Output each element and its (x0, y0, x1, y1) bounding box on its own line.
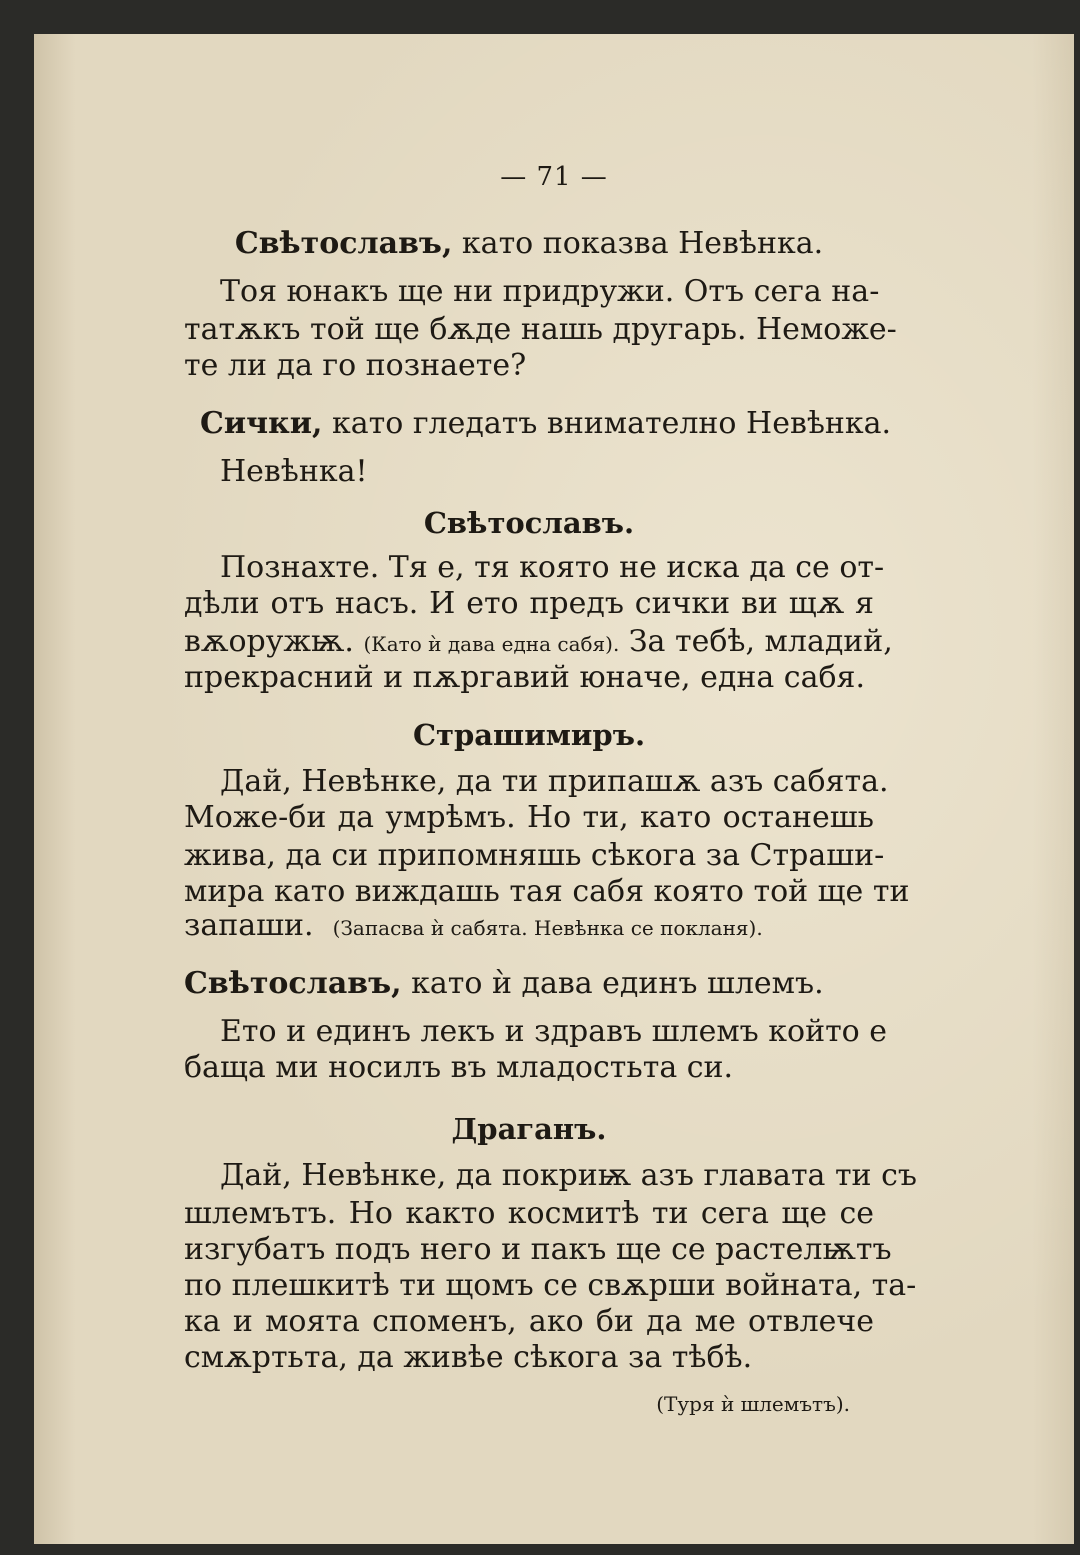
stage-direction-end: (Туря ѝ шлемътъ). (656, 1392, 850, 1416)
text-line: Тоя юнакъ ще ни придружи. Отъ сега на- (220, 274, 880, 309)
text-line: изгубатъ подъ него и пакъ ще се растелѭтъ (184, 1232, 892, 1267)
stage-direction: като ѝ дава единъ шлемъ. (401, 966, 824, 1001)
speaker-line-1 (184, 226, 874, 262)
text-line: прекрасний и пѫргавий юначе, една сабя. (184, 660, 865, 695)
text-fragment: За тебѣ, младий, (628, 624, 893, 659)
speaker-heading: Страшимиръ. (412, 718, 646, 752)
text-line: Невѣнка! (220, 454, 368, 489)
text-fragment: вѫоружѭ. (184, 624, 354, 659)
text-line: Може-би да умрѣмъ. Но ти, като останешь (184, 800, 874, 835)
speaker-name: Сички, (200, 406, 323, 441)
stage-direction: като гледатъ внимателно Невѣнка. (322, 406, 892, 441)
text-fragment: запаши. (184, 908, 314, 943)
mixed-line (184, 908, 874, 946)
text-line: жива, да си припомняшь сѣкога за Страши- (184, 838, 885, 873)
stage-direction: (Запасва ѝ сабята. Невѣнка се покланя). (332, 916, 763, 940)
speaker-name: Свѣтославъ, (234, 226, 453, 261)
book-page (34, 34, 1074, 1544)
stage-direction: (Като ѝ дава една сабя). (363, 632, 620, 656)
mixed-line (184, 624, 893, 662)
text-line: мира като виждашь тая сабя която той ще ти (184, 874, 910, 909)
speaker-name: Свѣтославъ, (184, 966, 402, 1001)
speaker-heading: Свѣтославъ. (423, 506, 635, 540)
text-line: Дай, Невѣнке, да ти припашѫ азъ сабята. (220, 764, 889, 799)
page-number: — 71 — (500, 162, 608, 192)
text-line: Познахте. Тя е, тя която не иска да се от- (220, 550, 885, 585)
speaker-line-2 (200, 406, 890, 442)
text-line: татѫкъ той ще бѫде нашь другарь. Неможе- (184, 312, 897, 347)
speaker-line-5 (184, 966, 874, 1002)
text-line: ка и моята споменъ, ако би да ме отвлече (184, 1304, 874, 1339)
text-line: те ли да го познаете? (184, 348, 527, 383)
text-line: Ето и единъ лекъ и здравъ шлемъ който е (220, 1014, 888, 1049)
text-line: смѫртьта, да живѣе сѣкога за тѣбѣ. (184, 1340, 753, 1375)
stage-direction: като показва Невѣнка. (452, 226, 824, 261)
text-line: дѣли отъ насъ. И ето предъ сички ви щѫ я (184, 586, 874, 621)
text-line: шлемътъ. Но както космитѣ ти сега ще се (184, 1196, 874, 1231)
text-line: баща ми носилъ въ младостьта си. (184, 1050, 734, 1085)
text-line: Дай, Невѣнке, да покриѭ азъ главата ти съ (220, 1158, 917, 1193)
speaker-heading: Драганъ. (451, 1112, 607, 1146)
text-line: по плешкитѣ ти щомъ се свѫрши войната, та- (184, 1268, 917, 1303)
